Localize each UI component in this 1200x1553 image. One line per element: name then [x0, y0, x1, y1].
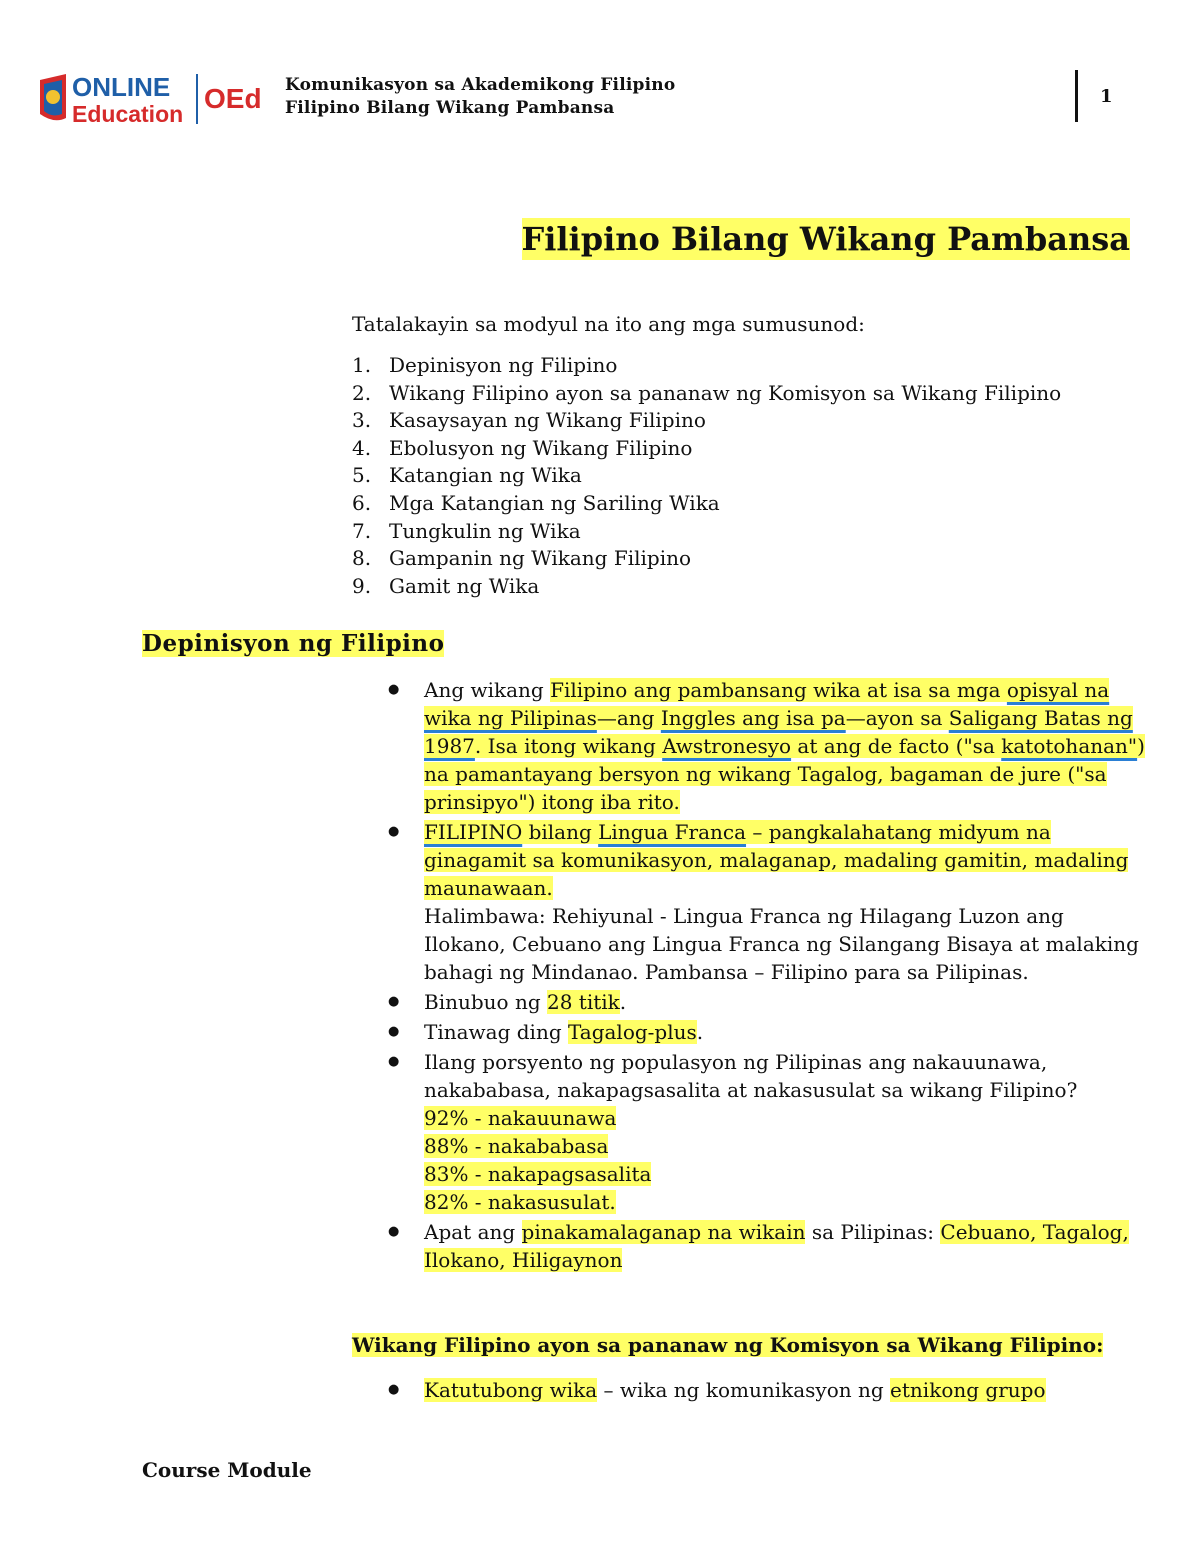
- list-item: 6. Mga Katangian ng Sariling Wika: [352, 490, 720, 515]
- list-item: 8. Gampanin ng Wikang Filipino: [352, 546, 692, 571]
- list-item: 7. Tungkulin ng Wika: [352, 518, 581, 543]
- list-item: ● FILIPINO bilang Lingua Franca – pangkalahatang midyum na ginagamit sa komunikasyon, malaganap, madaling gamitin, madaling maunawaan. Halimbawa: Rehiyunal - Lingua Franca ng Hilagang Luzon ang Ilokano, Cebuano ang Lingua Franca ng Silangang Bisaya at malaking bahagi ng Mindanao. Pambansa – Filipino para sa Pilipinas.: [388, 818, 1148, 986]
- definition-list: [388, 676, 1148, 1276]
- header-divider: [1075, 70, 1078, 122]
- list-item: ● Ilang porsyento ng populasyon ng Pilipinas ang nakauunawa, nakababasa, nakapagsasalita at nakasusulat sa wikang Filipino? 92% - nakauunawa 88% - nakababasa 83% - nakapagsasalita 82% - nakasusulat.: [388, 1048, 1148, 1216]
- section-heading-komisyon: Wikang Filipino ayon sa pananaw ng Komisyon sa Wikang Filipino:: [352, 1333, 1104, 1357]
- shield-icon: [40, 74, 66, 120]
- list-item: ● Katutubong wika – wika ng komunikasyon ng etnikong grupo: [388, 1376, 1046, 1404]
- list-item: 4. Ebolusyon ng Wikang Filipino: [352, 435, 693, 460]
- course-name: Komunikasyon sa Akademikong Filipino: [285, 75, 676, 95]
- list-item: ● Ang wikang Filipino ang pambansang wika at isa sa mga opisyal na wika ng Pilipinas—ang Inggles ang isa pa—ayon sa Saligang Batas ng 1987. Isa itong wikang Awstronesyo at ang de facto ("sa katotohanan") na pamantayang bersyon ng wikang Tagalog, bagaman de jure ("sa prinsipyo") itong iba rito.: [388, 676, 1148, 816]
- svg-text:Education: Education: [72, 101, 184, 127]
- header-text: [285, 74, 675, 120]
- stat-item: 92% - nakauunawa: [424, 1106, 617, 1130]
- svg-text:ONLINE: ONLINE: [72, 72, 171, 102]
- example-text: Halimbawa: Rehiyunal - Lingua Franca ng Hilagang Luzon ang Ilokano, Cebuano ang Lingua Franca ng Silangang Bisaya at malaking bahagi ng Mindanao. Pambansa – Filipino para sa Pilipinas.: [424, 904, 1139, 984]
- intro-text: Tatalakayin sa modyul na ito ang mga sumusunod:: [352, 312, 865, 336]
- stat-item: 82% - nakasusulat.: [424, 1190, 616, 1214]
- online-education-logo: [36, 70, 272, 128]
- list-item: 1. Depinisyon ng Filipino: [352, 353, 618, 377]
- list-item: 2. Wikang Filipino ayon sa pananaw ng Komisyon sa Wikang Filipino: [352, 380, 1062, 405]
- list-item: 3. Kasaysayan ng Wikang Filipino: [352, 408, 706, 433]
- page-number: 1: [1100, 86, 1113, 107]
- module-name: Filipino Bilang Wikang Pambansa: [285, 98, 615, 118]
- list-item: ● Tinawag ding Tagalog-plus.: [388, 1018, 1148, 1046]
- footer-label: Course Module: [142, 1458, 312, 1482]
- list-item: 5. Katangian ng Wika: [352, 463, 582, 488]
- stat-item: 83% - nakapagsasalita: [424, 1162, 652, 1186]
- svg-text:OEd: OEd: [204, 83, 262, 114]
- topic-list: [352, 352, 1061, 600]
- page-title: Filipino Bilang Wikang Pambansa: [521, 220, 1130, 258]
- list-item: ● Binubuo ng 28 titik.: [388, 988, 1148, 1016]
- stat-item: 88% - nakababasa: [424, 1134, 609, 1158]
- list-item: 9. Gamit ng Wika: [352, 573, 540, 598]
- komisyon-list: [388, 1376, 1046, 1404]
- list-item: ● Apat ang pinakamalaganap na wikain sa Pilipinas: Cebuano, Tagalog, Ilokano, Hiligaynon: [388, 1218, 1148, 1274]
- section-heading-depinisyon: Depinisyon ng Filipino: [142, 630, 445, 657]
